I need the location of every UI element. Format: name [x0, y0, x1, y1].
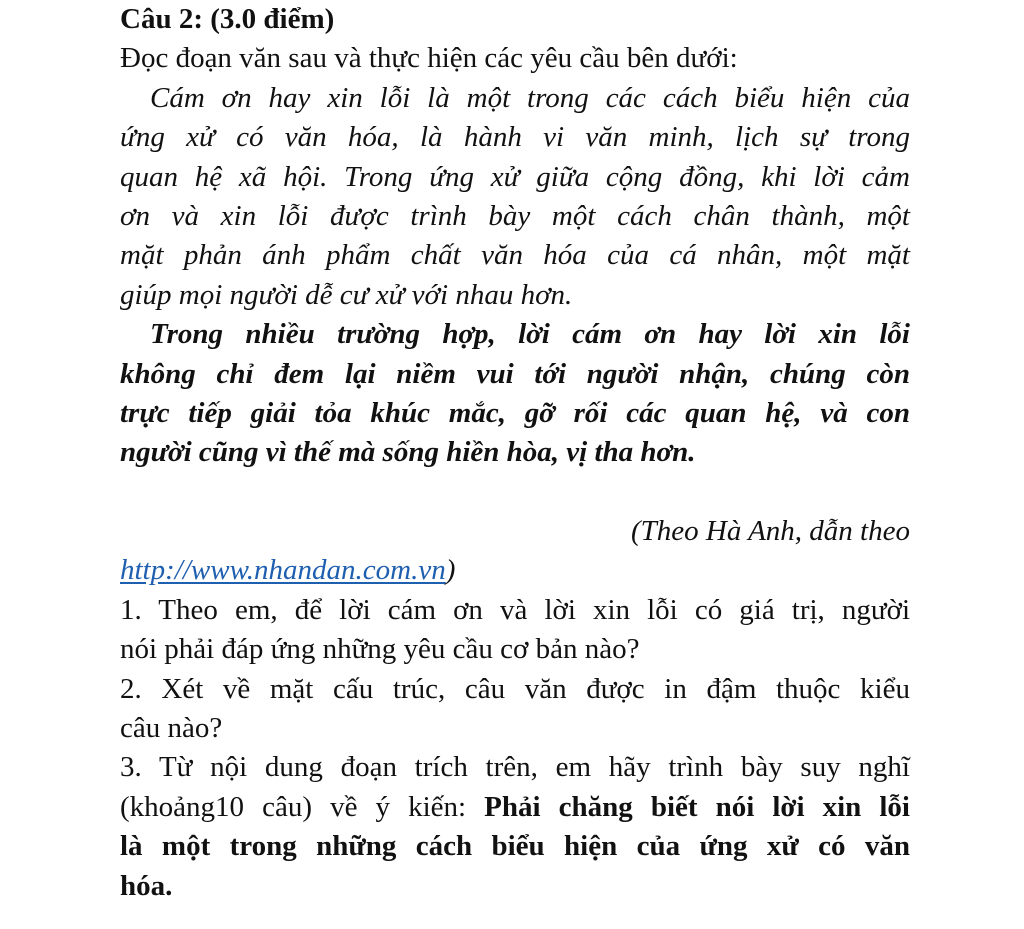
bold-passage-line: trực tiếp giải tỏa khúc mắc, gỡ rối các quan hệ, và con — [120, 396, 910, 429]
question-list — [120, 591, 910, 906]
question-2-line: 2. Xét về mặt cấu trúc, câu văn được in đậm thuộc kiểu — [120, 672, 910, 705]
question-instruction: Đọc đoạn văn sau và thực hiện các yêu cầu bên dưới: — [120, 42, 738, 75]
question-1-line: nói phải đáp ứng những yêu cầu cơ bản nào? — [120, 633, 640, 666]
passage-line: ứng xử có văn hóa, là hành vi văn minh, lịch sự trong — [120, 121, 910, 154]
question-3-text: (khoảng10 câu) về ý kiến: — [120, 790, 485, 823]
passage-line: Cám ơn hay xin lỗi là một trong các cách biểu hiện của — [150, 81, 910, 114]
question-2-line: câu nào? — [120, 712, 223, 745]
question-3-bold-line: hóa. — [120, 869, 173, 902]
bold-passage-line: Trong nhiều trường hợp, lời cám ơn hay lời xin lỗi — [150, 318, 910, 351]
passage-line: ơn và xin lỗi được trình bày một cách chân thành, một — [120, 199, 910, 232]
question-3-line — [120, 788, 910, 827]
source-link-line — [120, 551, 910, 590]
question-3-bold-line: là một trong những cách biểu hiện của ứng xử có văn — [120, 830, 910, 863]
passage-line: quan hệ xã hội. Trong ứng xử giữa cộng đồng, khi lời cảm — [120, 160, 910, 193]
question-heading: Câu 2: (3.0 điểm) — [120, 3, 335, 35]
source-citation — [120, 512, 910, 591]
passage-line: mặt phản ánh phẩm chất văn hóa của cá nhân, một mặt — [120, 239, 910, 272]
source-close-paren: ) — [445, 554, 456, 587]
source-attribution: (Theo Hà Anh, dẫn theo — [631, 515, 910, 548]
passage-paragraph-1 — [120, 79, 910, 315]
question-1-line: 1. Theo em, để lời cám ơn và lời xin lỗi có giá trị, người — [120, 593, 910, 626]
blank-line — [120, 473, 910, 512]
passage-line: giúp mọi người dễ cư xử với nhau hơn. — [120, 278, 573, 311]
bold-passage-line: không chỉ đem lại niềm vui tới người nhận, chúng còn — [120, 357, 910, 390]
exam-page — [120, 0, 910, 929]
question-3-bold-text: Phải chăng biết nói lời xin lỗi — [484, 790, 910, 823]
bold-passage-line: người cũng vì thế mà sống hiền hòa, vị tha hơn. — [120, 436, 696, 469]
passage-paragraph-2-bold — [120, 315, 910, 473]
question-3-line: 3. Từ nội dung đoạn trích trên, em hãy trình bày suy nghĩ — [120, 751, 910, 784]
source-link[interactable]: http://www.nhandan.com.vn — [120, 554, 446, 587]
